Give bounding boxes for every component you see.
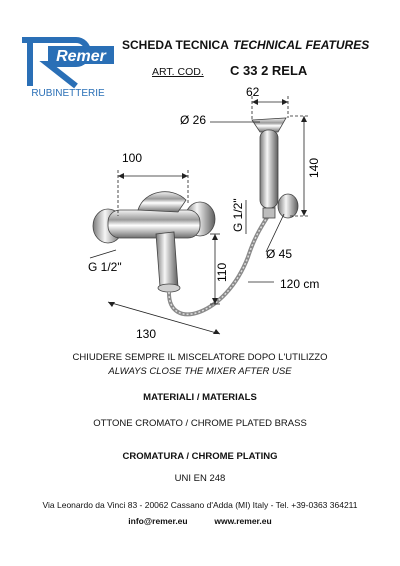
technical-drawing: [60, 82, 360, 352]
plating-heading: CROMATURA / CHROME PLATING: [122, 451, 278, 462]
art-code-value: C 33 2 RELA: [230, 63, 308, 78]
title-en: TECHNICAL FEATURES: [233, 38, 370, 52]
dim-d45: Ø 45: [266, 247, 293, 261]
materials-value: OTTONE CROMATO / CHROME PLATED BRASS: [93, 418, 307, 429]
logo-wordmark: Remer: [56, 48, 106, 65]
dim-130: 130: [136, 327, 157, 341]
notice-it: CHIUDERE SEMPRE IL MISCELATORE DOPO L'UTILIZZO: [72, 352, 328, 363]
footer-contacts: [0, 516, 400, 526]
dim-140: 140: [307, 157, 321, 178]
footer-address: Via Leonardo da Vinci 83 - 20062 Cassano d'Adda (MI) Italy - Tel. +39-0363 364211: [42, 500, 358, 510]
materials-heading: MATERIALI / MATERIALS: [143, 392, 257, 403]
footer-website[interactable]: www.remer.eu: [214, 516, 272, 526]
footer-email[interactable]: info@remer.eu: [128, 516, 188, 526]
logo-subtitle: RUBINETTERIE: [31, 88, 105, 98]
notice-en: ALWAYS CLOSE THE MIXER AFTER USE: [108, 366, 292, 377]
plating-value: UNI EN 248: [174, 473, 226, 484]
dim-d26: Ø 26: [180, 113, 207, 127]
title-it: SCHEDA TECNICA: [122, 38, 229, 52]
dim-g12-right: G 1/2": [231, 198, 245, 232]
dim-g12-left: G 1/2": [88, 260, 122, 274]
dim-110: 110: [215, 262, 229, 282]
dim-62: 62: [246, 85, 260, 99]
dim-100: 100: [122, 151, 143, 165]
mixer-illustration: [93, 192, 215, 292]
dim-120cm: 120 cm: [280, 277, 320, 291]
art-code-label: ART. COD.: [152, 66, 204, 78]
